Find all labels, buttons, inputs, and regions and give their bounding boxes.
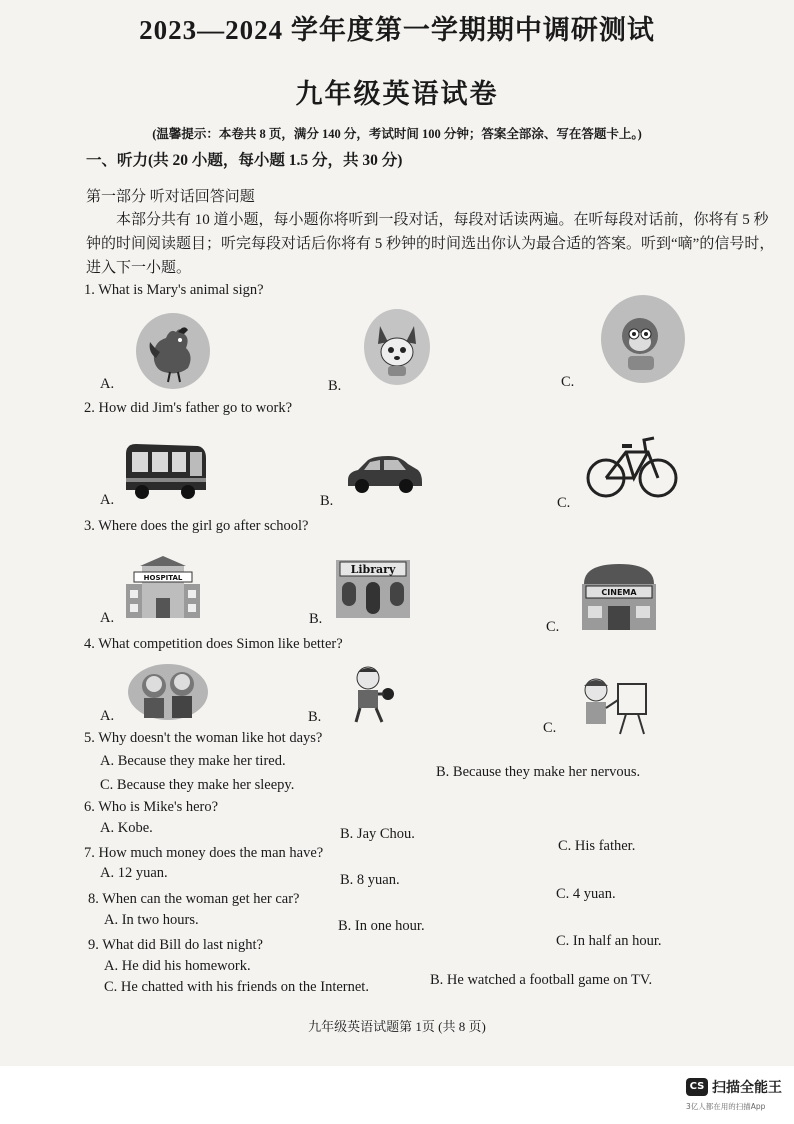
q4-option-b[interactable]: B. xyxy=(308,709,322,725)
q5-option-a[interactable]: A. Because they make her tired. xyxy=(100,753,286,769)
q5-option-c[interactable]: C. Because they make her sleepy. xyxy=(100,777,295,793)
q1-option-b[interactable]: B. xyxy=(328,378,342,394)
bicycle-icon xyxy=(586,432,678,500)
exam-title: 2023—2024 学年度第一学期期中调研测试 xyxy=(139,15,655,45)
library-sign: Library xyxy=(350,563,396,576)
question-3: 3. Where does the girl go after school? xyxy=(84,518,309,534)
q3-option-a[interactable]: A. xyxy=(100,610,115,626)
q4-option-c[interactable]: C. xyxy=(543,720,557,736)
q6-option-b[interactable]: B. Jay Chou. xyxy=(340,826,415,842)
dog-icon xyxy=(362,308,432,386)
section-heading: 一、听力(共 20 小题，每小题 1.5 分，共 30 分) xyxy=(86,152,403,169)
q1-option-a[interactable]: A. xyxy=(100,376,115,392)
question-7: 7. How much money does the man have? xyxy=(84,845,324,861)
camscanner-subtitle: 3亿人都在用的扫描App xyxy=(686,1102,766,1111)
q6-option-a[interactable]: A. Kobe. xyxy=(100,820,153,836)
question-6: 6. Who is Mike's hero? xyxy=(84,799,219,815)
q9-option-b[interactable]: B. He watched a football game on TV. xyxy=(430,972,653,988)
q2-option-b[interactable]: B. xyxy=(320,493,334,509)
q9-option-c[interactable]: C. He chatted with his friends on the Internet. xyxy=(104,979,369,995)
question-8: 8. When can the woman get her car? xyxy=(88,891,300,907)
camscanner-logo-icon: CS xyxy=(686,1078,708,1096)
part-instructions: 本部分共有 10 道小题，每小题你将听到一段对话，每段对话读两遍。在听每段对话前，你将有 5 秒钟的时间阅读题目；听完每段对话后你将有 5 秒钟的时间选出你认为最合适的答案。听到“嘀”的信号时，进入下一小题。 xyxy=(86,212,775,276)
q4-option-a[interactable]: A. xyxy=(100,708,115,724)
camscanner-name: 扫描全能王 xyxy=(712,1080,782,1096)
exam-tips: (温馨提示：本卷共 8 页，满分 140 分，考试时间 100 分钟；答案全部涂、写在答题卡上。) xyxy=(152,127,642,141)
question-4: 4. What competition does Simon like better? xyxy=(84,636,343,652)
hospital-icon xyxy=(120,556,206,620)
q8-option-a[interactable]: A. In two hours. xyxy=(104,912,199,928)
q5-option-b[interactable]: B. Because they make her nervous. xyxy=(436,764,641,780)
q2-option-a[interactable]: A. xyxy=(100,492,115,508)
library-icon xyxy=(334,558,412,620)
part-title: 第一部分 听对话回答问题 xyxy=(86,189,255,205)
q9-option-a[interactable]: A. He did his homework. xyxy=(104,958,251,974)
page-footer: 九年级英语试题第 1页 (共 8 页) xyxy=(308,1019,486,1034)
car-icon xyxy=(344,450,424,494)
rooster-icon xyxy=(134,312,212,390)
question-1: 1. What is Mary's animal sign? xyxy=(84,282,264,298)
q6-option-c[interactable]: C. His father. xyxy=(558,838,636,854)
scan-footer-band xyxy=(0,1066,794,1124)
cinema-icon xyxy=(578,560,660,632)
monkey-icon xyxy=(600,294,686,384)
q1-option-c[interactable]: C. xyxy=(561,374,575,390)
q8-option-c[interactable]: C. In half an hour. xyxy=(556,933,662,949)
q7-option-b[interactable]: B. 8 yuan. xyxy=(340,872,400,888)
table-tennis-boy-icon xyxy=(346,664,396,724)
q7-option-a[interactable]: A. 12 yuan. xyxy=(100,865,168,881)
q3-option-b[interactable]: B. xyxy=(309,611,323,627)
singing-competition-icon xyxy=(126,662,210,720)
question-9: 9. What did Bill do last night? xyxy=(88,937,263,953)
exam-subtitle: 九年级英语试卷 xyxy=(295,79,499,109)
hospital-sign: HOSPITAL xyxy=(143,574,183,582)
q2-option-c[interactable]: C. xyxy=(557,495,571,511)
question-5: 5. Why doesn't the woman like hot days? xyxy=(84,730,323,746)
painting-girl-icon xyxy=(576,674,654,736)
bus-icon xyxy=(122,440,208,502)
q8-option-b[interactable]: B. In one hour. xyxy=(338,918,425,934)
question-2: 2. How did Jim's father go to work? xyxy=(84,400,292,416)
cinema-sign: CINEMA xyxy=(601,588,637,597)
q3-option-c[interactable]: C. xyxy=(546,619,560,635)
q7-option-c[interactable]: C. 4 yuan. xyxy=(556,886,616,902)
